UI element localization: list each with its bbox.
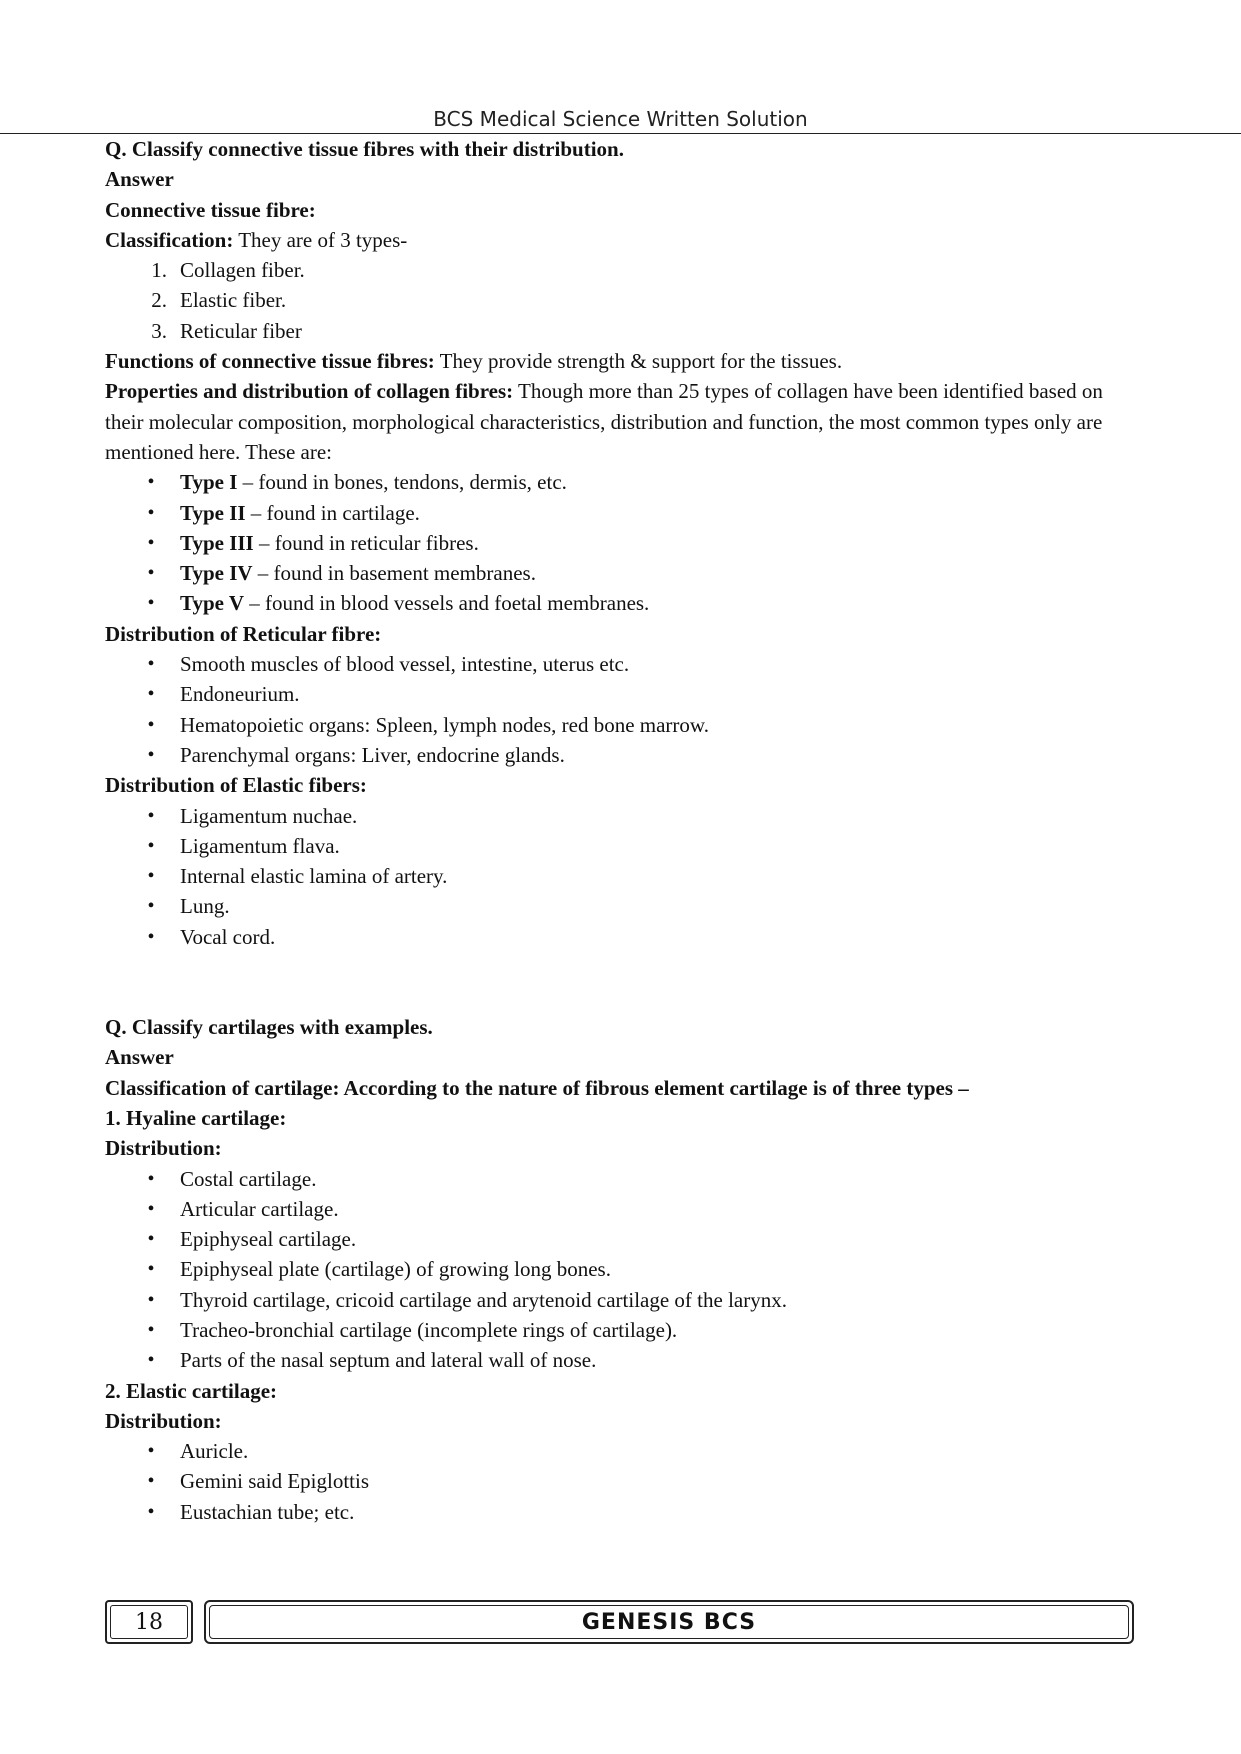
list-item — [105, 649, 1125, 679]
list-item — [105, 588, 1125, 618]
collagen-type-label: Type IV — [180, 561, 253, 586]
list-item — [105, 498, 1125, 528]
bullet-icon: • — [147, 562, 155, 585]
list-item-text: Articular cartilage. — [180, 1196, 339, 1221]
distribution-label: Distribution: — [105, 1408, 222, 1433]
list-item — [105, 1345, 1125, 1375]
list-item — [105, 1315, 1125, 1345]
elastic-cartilage-heading: 2. Elastic cartilage: — [105, 1378, 278, 1403]
footer-brand: GENESIS BCS — [209, 1605, 1129, 1639]
list-item-text: Epiphyseal plate (cartilage) of growing long bones. — [180, 1257, 611, 1282]
bullet-icon: • — [147, 653, 155, 676]
bullet-icon: • — [147, 1318, 155, 1341]
list-item-text: Ligamentum flava. — [180, 833, 340, 858]
list-item-text: Smooth muscles of blood vessel, intestine, uterus etc. — [180, 652, 630, 677]
list-item-text: Parenchymal organs: Liver, endocrine glands. — [180, 742, 565, 767]
list-item — [105, 922, 1125, 952]
list-item-text: Endoneurium. — [180, 682, 300, 707]
collagen-type-text: – found in bones, tendons, dermis, etc. — [237, 470, 567, 495]
cartilage-classification: Classification of cartilage: According to the nature of fibrous element cartilage is of three types – — [105, 1075, 969, 1100]
answer-label: Answer — [105, 167, 174, 192]
list-item-text: Hematopoietic organs: Spleen, lymph nodes, red bone marrow. — [180, 712, 709, 737]
list-item-text: Collagen fiber. — [180, 258, 305, 283]
list-item-text: Costal cartilage. — [180, 1166, 317, 1191]
list-item — [105, 1436, 1125, 1466]
list-item-text: Internal elastic lamina of artery. — [180, 864, 448, 889]
fibre-types-list — [105, 255, 1125, 346]
list-item — [105, 1164, 1125, 1194]
collagen-type-text: – found in cartilage. — [245, 500, 420, 525]
functions-line — [105, 346, 1125, 376]
footer-brand-box — [204, 1600, 1134, 1644]
list-item — [105, 528, 1125, 558]
collagen-types-list — [105, 467, 1125, 618]
collagen-type-label: Type II — [180, 500, 246, 525]
list-item-text: Tracheo-bronchial cartilage (incomplete rings of cartilage). — [180, 1317, 678, 1342]
bullet-icon: • — [147, 1288, 155, 1311]
collagen-type-label: Type I — [180, 470, 238, 495]
classification-line — [105, 225, 1125, 255]
hyaline-list — [105, 1164, 1125, 1376]
list-item — [105, 1194, 1125, 1224]
collagen-type-text: – found in blood vessels and foetal membranes. — [243, 591, 650, 616]
list-item — [105, 861, 1125, 891]
list-item — [105, 831, 1125, 861]
bullet-icon: • — [147, 1349, 155, 1372]
list-item-text: Gemini said Epiglottis — [180, 1469, 369, 1494]
elastic-fibre-list — [105, 801, 1125, 952]
list-item — [105, 255, 1125, 285]
bullet-icon: • — [147, 804, 155, 827]
list-item — [105, 1285, 1125, 1315]
list-item-text: Auricle. — [180, 1439, 249, 1464]
collagen-type-label: Type V — [180, 591, 244, 616]
question-2: Q. Classify cartilages with examples. — [105, 1015, 433, 1040]
page-number: 18 — [110, 1605, 188, 1639]
bullet-icon: • — [147, 1470, 155, 1493]
bullet-icon: • — [147, 1440, 155, 1463]
bullet-icon: • — [147, 895, 155, 918]
list-item-text: Epiphyseal cartilage. — [180, 1227, 357, 1252]
list-item — [105, 740, 1125, 770]
answer-label: Answer — [105, 1045, 174, 1070]
elastic-cartilage-list — [105, 1436, 1125, 1527]
list-item — [105, 801, 1125, 831]
collagen-type-text: – found in basement membranes. — [252, 561, 536, 586]
section-heading: Connective tissue fibre: — [105, 197, 316, 222]
elastic-fibre-heading: Distribution of Elastic fibers: — [105, 773, 367, 798]
collagen-type-label: Type III — [180, 530, 254, 555]
collagen-label: Properties and distribution of collagen fibres: — [105, 379, 514, 404]
page-content — [105, 134, 1125, 1527]
bullet-icon: • — [147, 925, 155, 948]
bullet-icon: • — [147, 501, 155, 524]
collagen-type-text: – found in reticular fibres. — [253, 530, 479, 555]
bullet-icon: • — [147, 713, 155, 736]
list-item-text: Parts of the nasal septum and lateral wall of nose. — [180, 1348, 597, 1373]
bullet-icon: • — [147, 592, 155, 615]
bullet-icon: • — [147, 1228, 155, 1251]
list-number: 1. — [151, 258, 167, 283]
bullet-icon: • — [147, 1258, 155, 1281]
list-item-text: Vocal cord. — [180, 924, 276, 949]
list-item — [105, 1254, 1125, 1284]
bullet-icon: • — [147, 865, 155, 888]
section-spacer — [105, 952, 1125, 1012]
list-item — [105, 1497, 1125, 1527]
bullet-icon: • — [147, 743, 155, 766]
list-item — [105, 679, 1125, 709]
list-item — [105, 316, 1125, 346]
list-item-text: Elastic fiber. — [180, 288, 287, 313]
bullet-icon: • — [147, 1167, 155, 1190]
list-item — [105, 467, 1125, 497]
functions-label: Functions of connective tissue fibres: — [105, 349, 435, 374]
bullet-icon: • — [147, 531, 155, 554]
classification-label: Classification: — [105, 227, 234, 252]
bullet-icon: • — [147, 1197, 155, 1220]
list-item — [105, 710, 1125, 740]
list-item — [105, 1466, 1125, 1496]
running-header: BCS Medical Science Written Solution — [433, 107, 808, 131]
list-item-text: Eustachian tube; etc. — [180, 1499, 355, 1524]
functions-text: They provide strength & support for the tissues. — [434, 349, 843, 374]
list-item — [105, 285, 1125, 315]
page-number-box — [105, 1600, 193, 1644]
list-number: 3. — [151, 318, 167, 343]
list-item-text: Ligamentum nuchae. — [180, 803, 358, 828]
bullet-icon: • — [147, 471, 155, 494]
bullet-icon: • — [147, 834, 155, 857]
reticular-list — [105, 649, 1125, 770]
list-item-text: Lung. — [180, 894, 230, 919]
list-item-text: Thyroid cartilage, cricoid cartilage and arytenoid cartilage of the larynx. — [180, 1287, 787, 1312]
bullet-icon: • — [147, 683, 155, 706]
list-item — [105, 1224, 1125, 1254]
bullet-icon: • — [147, 1500, 155, 1523]
classification-text: They are of 3 types- — [233, 227, 408, 252]
question-1: Q. Classify connective tissue fibres with their distribution. — [105, 137, 624, 161]
list-item — [105, 558, 1125, 588]
reticular-heading: Distribution of Reticular fibre: — [105, 621, 382, 646]
collagen-text: Though more than 25 types of collagen have been identified based on their molecular composition, morphological characteristics, distribution and function, the most common types only are mentioned here. These are: — [105, 379, 1103, 464]
list-item — [105, 891, 1125, 921]
collagen-paragraph — [105, 376, 1125, 467]
list-item-text: Reticular fiber — [180, 318, 302, 343]
list-number: 2. — [151, 288, 167, 313]
distribution-label: Distribution: — [105, 1136, 222, 1161]
hyaline-heading: 1. Hyaline cartilage: — [105, 1105, 287, 1130]
